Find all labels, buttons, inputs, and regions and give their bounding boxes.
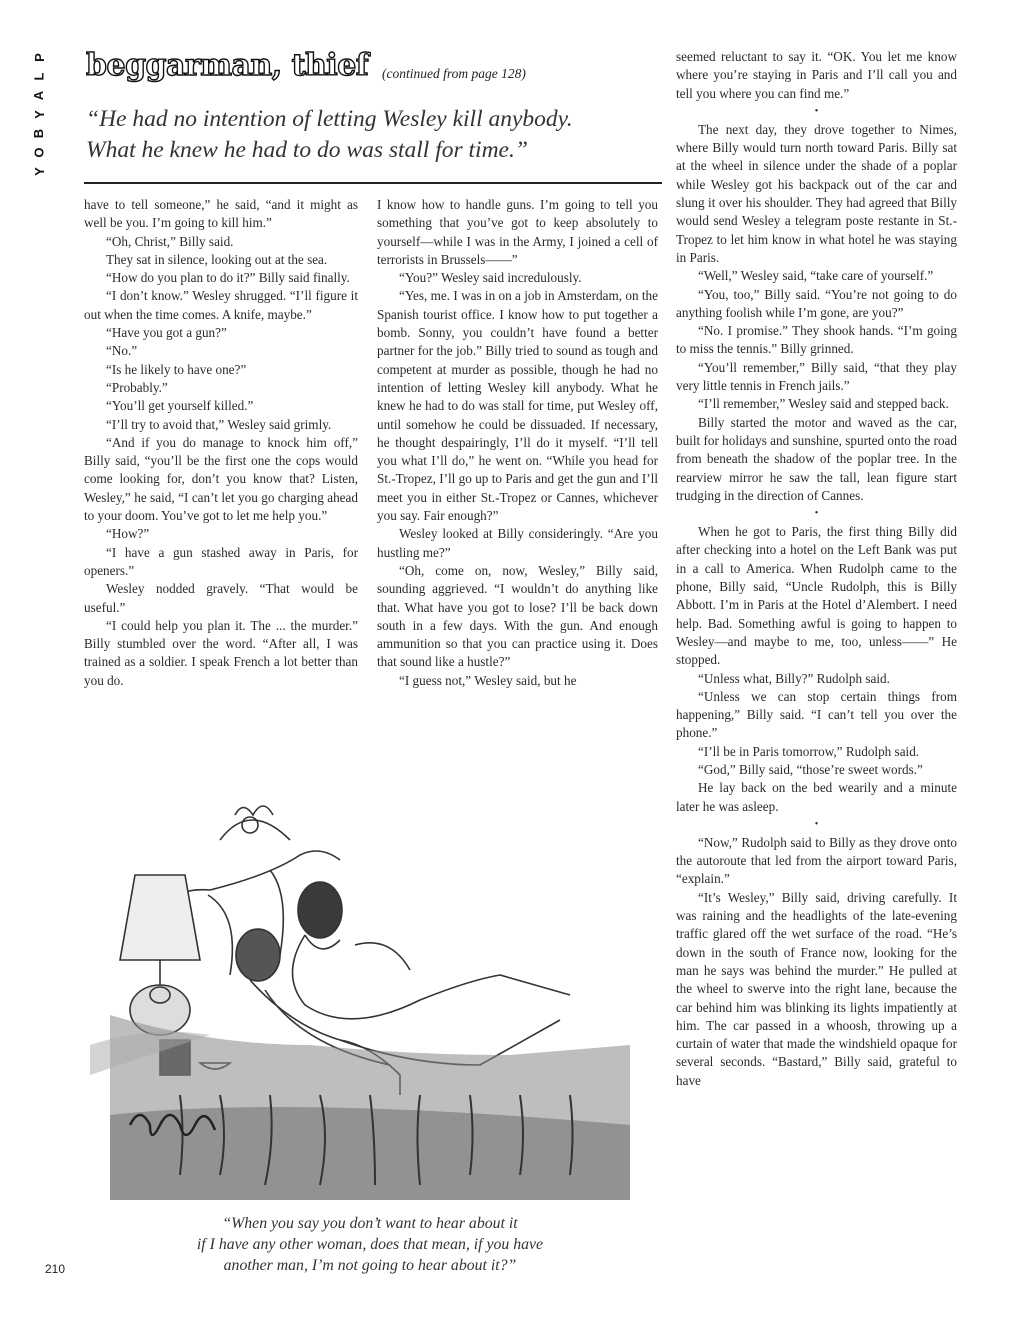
paragraph: “Unless we can stop certain things from happening,” Billy said. “I can’t tell you over the phone.”	[676, 688, 957, 741]
paragraph: When he got to Paris, the first thing Billy did after checking into a hotel on the Left Bank was put in a call to America. When Rudolph came to the phone, Billy said, “Uncle Rudolph, this is Billy Abbott. I’m in Paris at the Hotel d’Alembert. I need help. Bad. Something awful is going to happen to Wesley—and maybe to me, too, unless——” He stopped.	[676, 524, 957, 668]
paragraph: “It’s Wesley,” Billy said, driving carefully. It was raining and the headlights of the late-evening traffic glared off the wet surface of the road. “He’s down in the south of France now, looking for the man he says was behind the murder.” He pulled at the wheel to swerve into the right lane, because the car behind him was blinking its lights impatiently at him. The car passed in a whoosh, throwing up a curtain of water that made the windshield opaque for several seconds. “Bastard,” Billy said, grateful to have	[676, 889, 957, 1088]
text-column-3	[676, 48, 957, 1090]
paragraph: have to tell someone,” he said, “and it might as well be you. I’m going to kill him.”	[84, 197, 358, 231]
paragraph: “Have you got a gun?”	[106, 325, 227, 341]
paragraph: “No.”	[106, 343, 138, 359]
paragraph: “Unless what, Billy?” Rudolph said.	[698, 670, 890, 686]
magazine-letter: Y	[31, 110, 47, 119]
paragraph: “You?” Wesley said incredulously.	[399, 270, 582, 286]
paragraph: seemed reluctant to say it. “OK. You let me know where you’re staying in Paris and I’ll call you and tell you where you can find me.”	[676, 49, 957, 101]
paragraph: “No. I promise.” They shook hands. “I’m going to miss the tennis.” Billy grinned.	[676, 323, 957, 357]
text-column-1	[84, 196, 358, 690]
paragraph: “How do you plan to do it?” Billy said finally.	[106, 270, 350, 286]
paragraph: “And if you do manage to knock him off,” Billy said, “you’ll be the first one the cops would come looking for, don’t you know that? Listen, Wesley,” he said, “I can’t let you go charging ahead to your doom. You’ve got to let me help you.”	[84, 434, 358, 524]
paragraph: “Oh, come on, now, Wesley,” Billy said, sounding aggrieved. “I wouldn’t do anything like that. What have you got to lose? I’ll be back down south in a few days. With the gun. And enough ammunition so that you can practice using it. Does that sound like a hustle?”	[377, 562, 658, 670]
pull-quote-line: “He had no intention of letting Wesley kill anybody.	[86, 106, 573, 132]
paragraph: “Probably.”	[106, 379, 168, 395]
caption-line: if I have any other woman, does that mean, if you have	[196, 1236, 544, 1253]
cartoon-illustration	[90, 795, 650, 1200]
paragraph: “Oh, Christ,” Billy said.	[106, 233, 234, 249]
paragraph: I know how to handle guns. I’m going to tell you something that you’ve got to keep absolutely to yourself—while I was in the Army, I joined a cell of terrorists in Brussels——”	[377, 197, 658, 267]
paragraph: “How?”	[106, 526, 150, 542]
caption-line: “When you say you don’t want to hear about it	[222, 1215, 518, 1232]
pull-quote	[86, 104, 666, 166]
paragraph: The next day, they drove together to Nimes, where Billy would turn north toward Paris. Billy sat at the wheel in silence under the shade of a poplar while Wesley got his backpack out of the car and slung it over his shoulder. They had agreed that Billy would send Wesley a telegram poste restante in St.-Tropez to let him know in what hotel he was staying in Paris.	[676, 121, 957, 265]
magazine-letter: P	[31, 53, 47, 62]
paragraph: “You, too,” Billy said. “You’re not going to do anything foolish while I’m gone, are you?”	[676, 286, 957, 320]
paragraph: “Is he likely to have one?”	[106, 361, 247, 377]
section-break-dot: •	[814, 508, 819, 520]
paragraph: “I have a gun stashed away in Paris, for openers.”	[84, 544, 358, 578]
paragraph: “Well,” Wesley said, “take care of yourself.”	[698, 268, 934, 284]
paragraph: “I could help you plan it. The ... the murder.” Billy stumbled over the word. “After all, I was trained as a soldier. I speak French a lot better than you do.	[84, 617, 358, 688]
paragraph: “I guess not,” Wesley said, but he	[399, 672, 577, 688]
paragraph: Wesley nodded gravely. “That would be useful.”	[84, 581, 358, 615]
header-rule	[84, 182, 662, 184]
magazine-letter: A	[31, 90, 47, 101]
paragraph: “Yes, me. I was in on a job in Amsterdam, on the Spanish tourist office. I know how to put together a bomb. Sonny, you couldn’t have found a better partner for the job.” Billy tried to sound as tough and competent at murder as possible, though he had no intention of letting Wesley kill anybody. What he knew he had to do was stall for time, put Wesley off, until somehow he could be dissuaded. If necessary, he thought despairingly, I’ll do it myself. “I’ll tell you what I’ll do,” he went on. “While you head for St.-Tropez, I’ll go up to Paris and get the gun and I’ll meet you in either St.-Tropez or Cannes, whichever you say. Fair enough?”	[377, 288, 658, 524]
pull-quote-line: What he knew he had to do was stall for time.”	[86, 137, 528, 163]
paragraph: “I’ll try to avoid that,” Wesley said grimly.	[106, 416, 332, 432]
paragraph: He lay back on the bed wearily and a minute later he was asleep.	[676, 780, 957, 814]
magazine-letter: L	[31, 72, 47, 81]
section-break-dot: •	[814, 818, 819, 830]
paragraph: Wesley looked at Billy consideringly. “Are you hustling me?”	[377, 526, 658, 560]
magazine-name-vertical	[22, 48, 56, 181]
paragraph: “Now,” Rudolph said to Billy as they drove onto the autoroute that led from the airport toward Paris, “explain.”	[676, 834, 957, 887]
magazine-letter: Y	[31, 167, 47, 176]
paragraph: “You’ll get yourself killed.”	[106, 398, 254, 414]
text-column-2	[377, 196, 658, 690]
caption-line: another man, I’m not going to hear about it?”	[223, 1257, 517, 1274]
magazine-letter: O	[31, 147, 47, 158]
continued-note: (continued from page 128)	[382, 66, 526, 81]
paragraph: “I’ll be in Paris tomorrow,” Rudolph said.	[698, 743, 920, 759]
paragraph: “God,” Billy said, “those’re sweet words.”	[698, 761, 923, 777]
section-break-dot: •	[814, 105, 819, 117]
paragraph: “I don’t know.” Wesley shrugged. “I’ll figure it out when the time comes. A knife, maybe.”	[84, 288, 358, 322]
cartoon-caption	[100, 1213, 640, 1276]
story-title: beggarman, thief	[86, 48, 369, 83]
paragraph: Billy started the motor and waved as the car, built for holidays and sunshine, spurted onto the road from beneath the shadow of the poplar tree. In the rearview mirror he saw the tall, lean figure start trudging in the direction of Cannes.	[676, 414, 957, 503]
magazine-letter: B	[31, 128, 47, 139]
paragraph: “You’ll remember,” Billy said, “that they play very little tennis in French jails.”	[676, 359, 957, 394]
page-number: 210	[45, 1262, 66, 1276]
paragraph: “I’ll remember,” Wesley said and stepped back.	[698, 396, 949, 412]
paragraph: They sat in silence, looking out at the sea.	[106, 251, 328, 267]
